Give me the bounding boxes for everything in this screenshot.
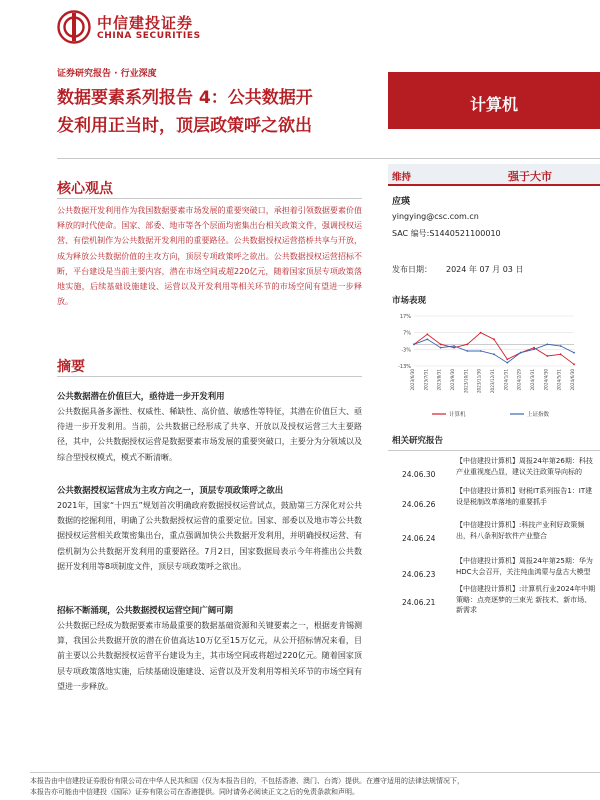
report-series: 证券研究报告 · 行业深度 — [57, 69, 157, 79]
summary-heading-3: 招标不断涌现，公共数据授权运营空间广阔可期 — [57, 605, 233, 615]
chart-x-tick-label: 2023/6/30 — [410, 369, 415, 391]
chart-y-tick-label: -3% — [401, 347, 411, 354]
chart-x-tick-label: 2023/11/30 — [476, 369, 482, 394]
summary-text-1: 公共数据具备多源性、权威性、稀缺性、高价值、敏感性等特征，其潜在价值巨大、亟待进一步开发利用。当前，公共数据已经形成了共享、开放以及授权运营三大主要路径，其中，公共数据授权运营是数据要素市场发展的重要突破口，主要分为分领域以及综合型授权模式，模式不断清晰。 — [57, 407, 362, 462]
chart-x-tick-label: 2023/12/31 — [490, 369, 495, 394]
summary-divider — [57, 376, 362, 377]
core-views-text: 公共数据开发利用作为我国数据要素市场发展的重要突破口，承担着引领数据要素价值释放的时代使命。国家、部委、地市等各个层面均密集出台相关政策文件，强调授权运营、有偿机制作为公共数据开发利用的重要路径。公共数据授权运营搭桥共享与开放，成为释放公共数据价值的主攻方向，顶层专项政策呼之欲出。公共数据授权运营招标不断，平台建设是当前主要内容，潜在市场空间或超220亿元，随着国家顶层专项政策落地实施，后续基础设施建设、运营以及开发利用等相关环节的市场空间有望进一步释放。 — [57, 206, 362, 307]
chart-data-point — [520, 352, 522, 354]
chart-data-point — [533, 347, 535, 349]
chart-data-point — [426, 338, 428, 340]
header-divider — [57, 158, 600, 159]
analyst-email: yingying@csc.com.cn — [392, 212, 479, 221]
rating-label: 维持 — [392, 172, 412, 183]
related-report-date: 24.06.21 — [402, 598, 436, 607]
rating-bar — [388, 164, 600, 186]
chart-data-point — [493, 353, 495, 355]
report-title-line-2: 发利用正当时，顶层政策呼之欲出 — [57, 116, 312, 136]
logo-name-en: CHINA SECURITIES — [97, 31, 201, 41]
footer-divider — [30, 772, 600, 773]
summary-heading-1: 公共数据潜在价值巨大，亟待进一步开发利用 — [57, 391, 225, 401]
chart-y-tick-label: 17% — [399, 314, 411, 320]
chart-x-tick-label: 2023/9/30 — [450, 369, 455, 391]
chart-legend-label: 上证指数 — [527, 412, 550, 418]
publish-date-value: 2024 年 07 月 03 日 — [446, 265, 524, 274]
related-report-date: 24.06.30 — [402, 470, 436, 479]
logo-name-cn: 中信建投证券 — [97, 14, 194, 32]
chart-x-tick-label: 2024/3/31 — [530, 369, 535, 391]
rating-value: 强于大市 — [508, 170, 552, 183]
related-report-text: 【中信建投计算机】:科技产业利好政策频出，科八条利好软件产业整合 — [456, 521, 585, 540]
disclaimer-line-1: 本报告由中信建投证券股份有限公司在中华人民共和国（仅为本报告目的，不包括香港、澳门、台湾）提供。在遵守适用的法律法规情况下， — [30, 777, 464, 785]
chart-data-point — [466, 343, 468, 345]
chart-x-tick-label: 2023/7/31 — [423, 369, 429, 391]
chart-data-point — [453, 347, 455, 349]
right-panel — [388, 164, 600, 764]
chart-data-point — [573, 363, 575, 365]
chart-x-tick-label: 2024/2/29 — [516, 369, 522, 391]
chart-data-point — [480, 350, 482, 352]
summary-text-3: 公共数据已经成为数据要素市场最重要的数据基础资源和关键要素之一，根据麦肯锡测算，我国公共数据开放的潜在价值高达10万亿至15万亿元，从公开招标情况来看，目前主要以公共数据授权运营平台建设为主，其市场空间或将超过220亿元。随着国家顶层专项政策落地实施，后续基础设施建设、运营以及开发利用等相关环节的市场空间有望进一步释放。 — [57, 621, 362, 691]
summary-title: 摘要 — [57, 359, 85, 375]
related-report-text: 【中信建投计算机】周报24年第26期：科技产业重视度凸显，建议关注政策导向标的 — [456, 457, 593, 476]
chart-x-tick-label: 2024/5/31 — [556, 369, 562, 391]
chart-data-point — [466, 350, 468, 352]
chart-data-point — [453, 345, 455, 347]
market-chart-title: 市场表现 — [392, 296, 427, 306]
chart-data-point — [480, 332, 482, 334]
publish-date — [392, 264, 523, 275]
chart-data-point — [440, 343, 442, 345]
related-report-date: 24.06.23 — [402, 570, 436, 579]
market-performance-chart — [388, 310, 600, 422]
chart-data-point — [426, 333, 428, 335]
chart-y-tick-label: 7% — [403, 330, 411, 337]
chart-x-tick-label: 2024/4/30 — [543, 369, 549, 391]
chart-data-point — [546, 355, 548, 357]
sector-label: 计算机 — [469, 95, 518, 114]
report-title — [57, 84, 377, 140]
chart-x-tick-label: 2024/6/30 — [570, 369, 575, 391]
related-report-text: 【中信建投计算机】财税IT系列报告1：IT建设是税制改革落地的重要抓手 — [456, 487, 593, 506]
chart-data-point — [493, 338, 495, 340]
related-report-date: 24.06.26 — [402, 500, 436, 509]
chart-x-tick-label: 2024/1/31 — [503, 369, 509, 391]
chart-data-point — [440, 347, 442, 349]
chart-data-point — [560, 345, 562, 347]
related-report-date: 24.06.24 — [402, 534, 436, 543]
logo-mark-icon — [57, 10, 91, 44]
core-views-title: 核心观点 — [57, 181, 113, 197]
publish-date-label: 发布日期： — [392, 265, 432, 274]
chart-x-tick-label: 2023/8/31 — [436, 369, 442, 391]
core-views-divider — [57, 198, 362, 199]
company-logo — [57, 10, 227, 44]
chart-data-point — [573, 352, 575, 354]
chart-legend-label: 计算机 — [449, 412, 466, 418]
chart-data-point — [533, 348, 535, 350]
analyst-sac: SAC 编号:S1440521100010 — [392, 229, 501, 238]
chart-series-line — [414, 333, 574, 365]
related-reports-divider — [388, 450, 600, 451]
summary-text-2: 2021年，国家“十四五”规划首次明确政府数据授权运营试点，鼓励第三方深化对公共数据的挖掘利用，明确了公共数据授权运营的重要定位。国家、部委以及地市等公共数据授权运营相关政策密集出台，重点强调加快公共数据开发利用，并明确授权运营、有偿机制为公共数据开发利用的重要路径。7月2日，国家数据局表示今年将推出公共数据开发利用等8项制度文件，顶层专项政策呼之欲出。 — [57, 501, 362, 571]
related-reports-title: 相关研究报告 — [392, 436, 444, 446]
summary-heading-2: 公共数据授权运营成为主攻方向之一，顶层专项政策呼之欲出 — [57, 485, 284, 495]
disclaimer-footer — [30, 776, 600, 798]
chart-data-point — [546, 343, 548, 345]
related-report-text: 【中信建投计算机】:计算机行业2024年中期策略：点亮逐梦的三束光 新技术、新市场、新需求 — [456, 585, 596, 614]
chart-x-tick-label: 2023/10/31 — [463, 369, 469, 394]
report-title-line-1: 数据要素系列报告 4：公共数据开 — [57, 88, 313, 108]
chart-data-point — [413, 343, 415, 345]
sector-banner — [388, 72, 600, 129]
chart-y-tick-label: -13% — [398, 364, 411, 370]
disclaimer-line-2: 本报告亦可能由中信建投（国际）证券有限公司在香港提供。同时请务必阅读正文之后的免责条款和声明。 — [30, 788, 359, 796]
chart-data-point — [506, 358, 508, 360]
related-report-text: 【中信建投计算机】周报24年第25期：华为HDC大会召开，关注纯血鸿蒙与盘古大模型 — [456, 557, 593, 576]
analyst-name: 应瑛 — [392, 197, 411, 207]
chart-data-point — [506, 362, 508, 364]
chart-data-point — [560, 353, 562, 355]
